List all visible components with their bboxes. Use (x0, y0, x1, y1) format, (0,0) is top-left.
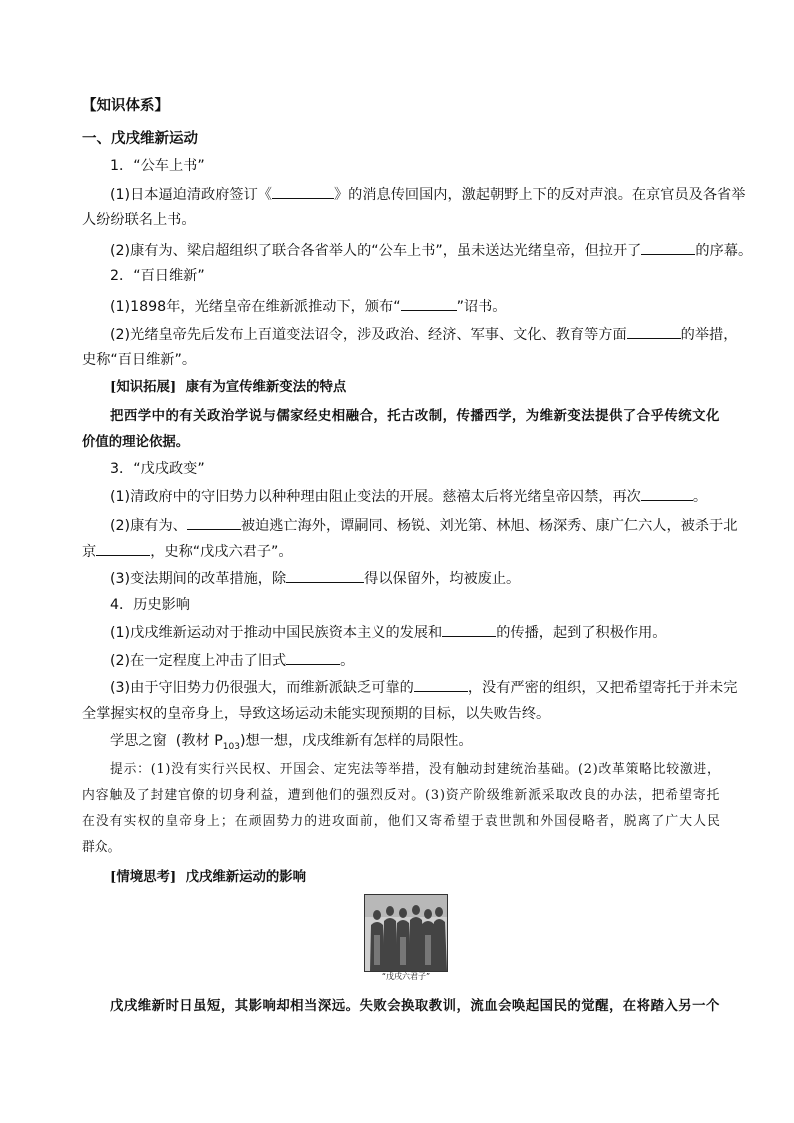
paragraph: (1)清政府中的守旧势力以种种理由阻止变法的开展。慈禧太后将光绪皇帝囚禁，再次 。 (110, 486, 707, 507)
fill-blank[interactable] (442, 622, 496, 637)
paragraph: (1)戊戌维新运动对于推动中国民族资本主义的发展和 的传播，起到了积极作用。 (110, 622, 667, 643)
fill-blank[interactable] (96, 541, 150, 556)
fill-blank[interactable] (641, 486, 693, 501)
extension-text: 价值的理论依据。 (82, 434, 190, 450)
paragraph: (2)康有为、梁启超组织了联合各省举人的“公车上书”，虽未送达光绪皇帝，但拉开了 的序幕。 (110, 240, 752, 261)
fill-blank[interactable] (641, 240, 695, 255)
paragraph: 京 ，史称“戊戌六君子”。 (82, 541, 293, 562)
subsection-title: 4．历史影响 (110, 597, 190, 613)
six-gentlemen-photo (364, 894, 448, 972)
think-window: 学思之窗 (教材 $P_{103}$)想一想，戊戌维新有怎样的局限性。 (110, 733, 473, 752)
paragraph: (1)日本逼迫清政府签订《 》的消息传回国内，激起朝野上下的反对声浪。在京官员及各省举 (110, 184, 745, 205)
hint-text: 群众。 (82, 840, 121, 855)
fill-blank[interactable] (187, 515, 241, 530)
knowledge-extension-heading: [知识拓展] 康有为宣传维新变法的特点 (110, 379, 347, 395)
fill-blank[interactable] (414, 677, 468, 692)
paragraph: (3)变法期间的改革措施，除 得以保留外，均被废止。 (110, 568, 520, 589)
group-portrait-image (365, 895, 447, 971)
paragraph: 人纷纷联名上书。 (82, 212, 196, 228)
paragraph: (2)在一定程度上冲击了旧式 。 (110, 650, 354, 671)
section-heading: 【知识体系】 (82, 98, 169, 114)
situation-heading: [情境思考] 戊戌维新运动的影响 (110, 869, 307, 885)
part-title: 一、戊戌维新运动 (82, 131, 198, 147)
extension-text: 把 西 学 中 的 有 关 政 治 学 说 与 儒 家 经 史 相 融 合 ， 托 古 改 制 ， 传 播 西 学 ， 为 维 新 变 法 提 供 了 合 乎 传 统 文 化 (110, 408, 720, 424)
fill-blank[interactable] (401, 296, 457, 311)
subsection-title: 3．“戊戌政变” (110, 461, 205, 477)
fill-blank[interactable] (286, 650, 340, 665)
subsection-title: 2．“百日维新” (110, 268, 205, 284)
hint-text: 内 容 触 及 了 封 建 官 僚 的 切 身 利 益 ， 遭 到 他 们 的 强 烈 反 对 。 ( 3 ) 资 产 阶 级 维 新 派 采 取 改 良 的 办 法 ， 把 希 望 寄 托 (82, 788, 720, 803)
paragraph: (1)1898年，光绪皇帝在维新派推动下，颁布“ ”诏书。 (110, 296, 506, 317)
fill-blank[interactable] (627, 324, 681, 339)
hint-text: 提 示 ： ( 1 ) 没 有 实 行 兴 民 权 、 开 国 会 、 定 宪 法 等 举 措 ， 没 有 触 动 封 建 统 治 基 础 。 ( 2 ) 改 革 策 略 比 较 激 进 ， (110, 762, 720, 777)
paragraph: 史称“百日维新”。 (82, 352, 197, 368)
paragraph: (3)由于守旧势力仍很强大，而维新派缺乏可靠的 ，没有严密的组织，又把希望寄托于并未完 (110, 677, 737, 698)
paragraph: (2)光绪皇帝先后发布上百道变法诏令，涉及政治、经济、军事、文化、教育等方面 的举措， (110, 324, 737, 345)
figure-caption: “戊戌六君子” (381, 972, 431, 981)
closing-paragraph: 戊 戌 维 新 时 日 虽 短 ， 其 影 响 却 相 当 深 远 。 失 败 会 换 取 教 训 ， 流 血 会 唤 起 国 民 的 觉 醒 ， 在 将 踏 入 另 一 个 (110, 998, 720, 1014)
hint-text: 在 没 有 实 权 的 皇 帝 身 上 ； 在 顽 固 势 力 的 进 攻 面 前 ， 他 们 又 寄 希 望 于 袁 世 凯 和 外 国 侵 略 者 ， 脱 离 了 广 大 人 民 (82, 814, 720, 829)
paragraph: (2)康有为、 被迫逃亡海外，谭嗣同、杨锐、刘光第、林旭、杨深秀、康广仁六人，被杀于北 (110, 515, 737, 536)
fill-blank[interactable] (286, 568, 364, 583)
subsection-title: 1．“公车上书” (110, 158, 205, 174)
fill-blank[interactable] (272, 184, 334, 199)
paragraph: 全掌握实权的皇帝身上，导致这场运动未能实现预期的目标，以失败告终。 (82, 706, 551, 722)
